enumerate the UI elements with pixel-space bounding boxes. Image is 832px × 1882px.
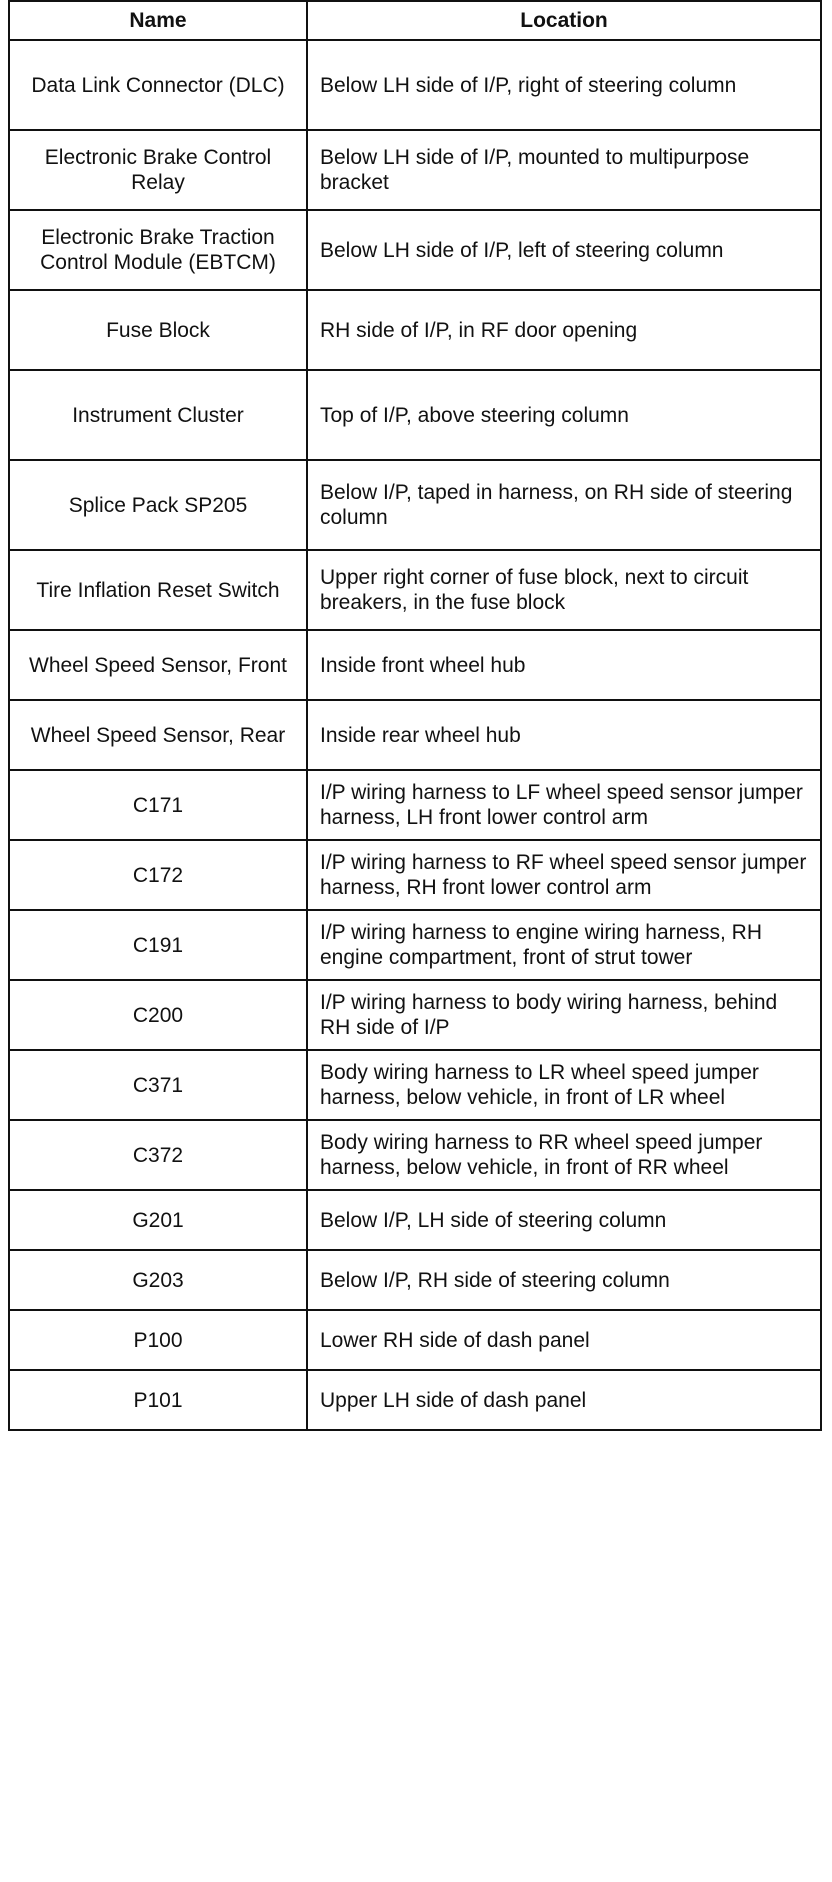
table-row [9, 460, 821, 550]
component-location-cell: Below I/P, LH side of steering column [307, 1190, 821, 1250]
header-row [9, 1, 821, 40]
component-name-cell: Splice Pack SP205 [9, 460, 307, 550]
table-row [9, 130, 821, 210]
table-row [9, 40, 821, 130]
table-row [9, 550, 821, 630]
component-location-cell: RH side of I/P, in RF door opening [307, 290, 821, 370]
component-location-cell: I/P wiring harness to LF wheel speed sensor jumper harness, LH front lower control arm [307, 770, 821, 840]
table-row [9, 290, 821, 370]
component-location-table [8, 0, 822, 1431]
component-name-cell: Data Link Connector (DLC) [9, 40, 307, 130]
table-row [9, 1250, 821, 1310]
component-location-cell: Inside rear wheel hub [307, 700, 821, 770]
component-name-cell: Electronic Brake Control Relay [9, 130, 307, 210]
component-name-cell: Tire Inflation Reset Switch [9, 550, 307, 630]
component-location-cell: Lower RH side of dash panel [307, 1310, 821, 1370]
component-location-cell: Top of I/P, above steering column [307, 370, 821, 460]
component-location-cell: Body wiring harness to RR wheel speed jumper harness, below vehicle, in front of RR wheel [307, 1120, 821, 1190]
table-row [9, 370, 821, 460]
component-name-cell: C371 [9, 1050, 307, 1120]
component-name-cell: Electronic Brake Traction Control Module (EBTCM) [9, 210, 307, 290]
table-row [9, 210, 821, 290]
table-row [9, 700, 821, 770]
component-location-cell: I/P wiring harness to body wiring harness, behind RH side of I/P [307, 980, 821, 1050]
table-row [9, 770, 821, 840]
table-body [9, 40, 821, 1430]
component-location-cell: Below LH side of I/P, right of steering column [307, 40, 821, 130]
location-column-header: Location [307, 1, 821, 40]
component-location-cell: Below LH side of I/P, left of steering column [307, 210, 821, 290]
component-name-cell: C200 [9, 980, 307, 1050]
table-row [9, 1190, 821, 1250]
component-location-cell: Upper LH side of dash panel [307, 1370, 821, 1430]
component-location-cell: I/P wiring harness to RF wheel speed sensor jumper harness, RH front lower control arm [307, 840, 821, 910]
component-location-cell: I/P wiring harness to engine wiring harness, RH engine compartment, front of strut tower [307, 910, 821, 980]
component-location-cell: Inside front wheel hub [307, 630, 821, 700]
component-name-cell: G203 [9, 1250, 307, 1310]
component-name-cell: G201 [9, 1190, 307, 1250]
component-name-cell: C171 [9, 770, 307, 840]
name-column-header: Name [9, 1, 307, 40]
component-name-cell: C191 [9, 910, 307, 980]
component-name-cell: Wheel Speed Sensor, Rear [9, 700, 307, 770]
component-location-cell: Below I/P, taped in harness, on RH side of steering column [307, 460, 821, 550]
component-name-cell: C372 [9, 1120, 307, 1190]
component-location-cell: Below I/P, RH side of steering column [307, 1250, 821, 1310]
component-name-cell: Wheel Speed Sensor, Front [9, 630, 307, 700]
component-location-cell: Body wiring harness to LR wheel speed jumper harness, below vehicle, in front of LR wheel [307, 1050, 821, 1120]
table-row [9, 910, 821, 980]
component-name-cell: Instrument Cluster [9, 370, 307, 460]
table-row [9, 1050, 821, 1120]
table-row [9, 980, 821, 1050]
component-name-cell: P101 [9, 1370, 307, 1430]
table-row [9, 1370, 821, 1430]
component-name-cell: Fuse Block [9, 290, 307, 370]
component-location-cell: Below LH side of I/P, mounted to multipurpose bracket [307, 130, 821, 210]
component-name-cell: P100 [9, 1310, 307, 1370]
table-row [9, 840, 821, 910]
table-row [9, 630, 821, 700]
component-name-cell: C172 [9, 840, 307, 910]
table-row [9, 1120, 821, 1190]
component-location-cell: Upper right corner of fuse block, next to circuit breakers, in the fuse block [307, 550, 821, 630]
table-row [9, 1310, 821, 1370]
